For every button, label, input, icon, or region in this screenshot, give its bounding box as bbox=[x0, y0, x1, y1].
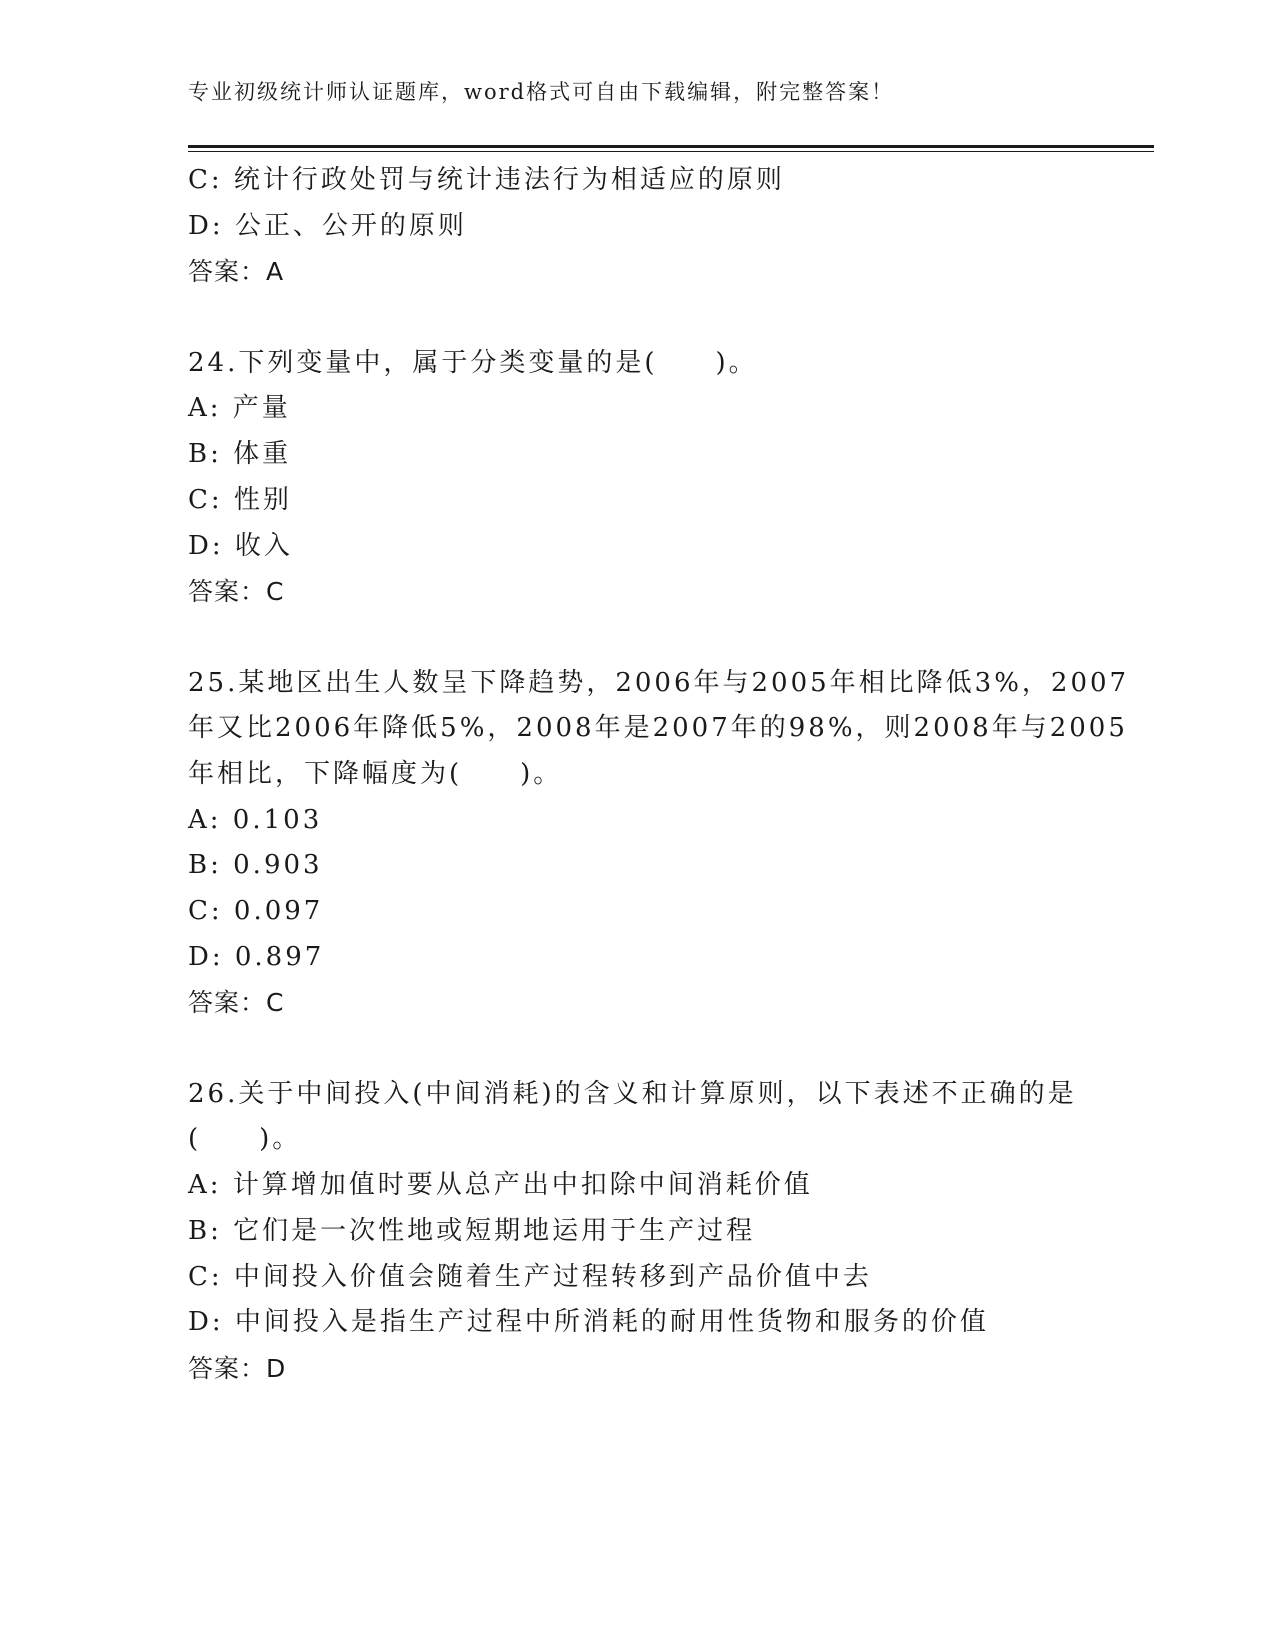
header-rule-thick bbox=[188, 145, 1154, 148]
q26-option-a: A: 计算增加值时要从总产出中扣除中间消耗价值 bbox=[188, 1170, 813, 1201]
q25-answer: 答案：C bbox=[188, 988, 285, 1018]
q24-option-a: A: 产量 bbox=[188, 393, 291, 424]
q25-option-a: A: 0.103 bbox=[188, 804, 323, 835]
q26-answer: 答案：D bbox=[188, 1353, 287, 1383]
q25-stem-line-1: 25.某地区出生人数呈下降趋势，2006年与2005年相比降低3%，2007 bbox=[188, 667, 1130, 698]
q24-option-b: B: 体重 bbox=[188, 439, 292, 470]
q24-answer: 答案：C bbox=[188, 577, 285, 607]
q25-stem-line-2: 年又比2006年降低5%，2008年是2007年的98%，则2008年与2005 bbox=[188, 713, 1128, 744]
q23-option-c: C: 统计行政处罚与统计违法行为相适应的原则 bbox=[188, 165, 785, 195]
q26-stem-line-1: 26.关于中间投入(中间消耗)的含义和计算原则，以下表述不正确的是 bbox=[188, 1078, 1077, 1109]
q24-option-d: D: 收入 bbox=[188, 530, 293, 561]
q25-option-b: B: 0.903 bbox=[188, 850, 323, 881]
document-body bbox=[188, 158, 1130, 1392]
q24-stem: 24.下列变量中，属于分类变量的是( )。 bbox=[188, 347, 758, 378]
q26-stem-line-2: ( )。 bbox=[188, 1124, 302, 1155]
page-header: 专业初级统计师认证题库，word格式可自由下载编辑，附完整答案！ bbox=[188, 80, 895, 104]
q23-answer: 答案：A bbox=[188, 257, 285, 287]
q24-option-c: C: 性别 bbox=[188, 484, 292, 515]
q26-option-d: D: 中间投入是指生产过程中所消耗的耐用性货物和服务的价值 bbox=[188, 1307, 989, 1338]
q23-option-d: D: 公正、公开的原则 bbox=[188, 210, 467, 241]
q26-option-c: C: 中间投入价值会随着生产过程转移到产品价值中去 bbox=[188, 1261, 872, 1292]
q26-option-b: B: 它们是一次性地或短期地运用于生产过程 bbox=[188, 1215, 756, 1246]
q25-option-d: D: 0.897 bbox=[188, 941, 325, 972]
header-rule-thin bbox=[188, 151, 1154, 152]
q25-option-c: C: 0.097 bbox=[188, 896, 324, 926]
q25-stem-line-3: 年相比，下降幅度为( )。 bbox=[188, 758, 563, 789]
